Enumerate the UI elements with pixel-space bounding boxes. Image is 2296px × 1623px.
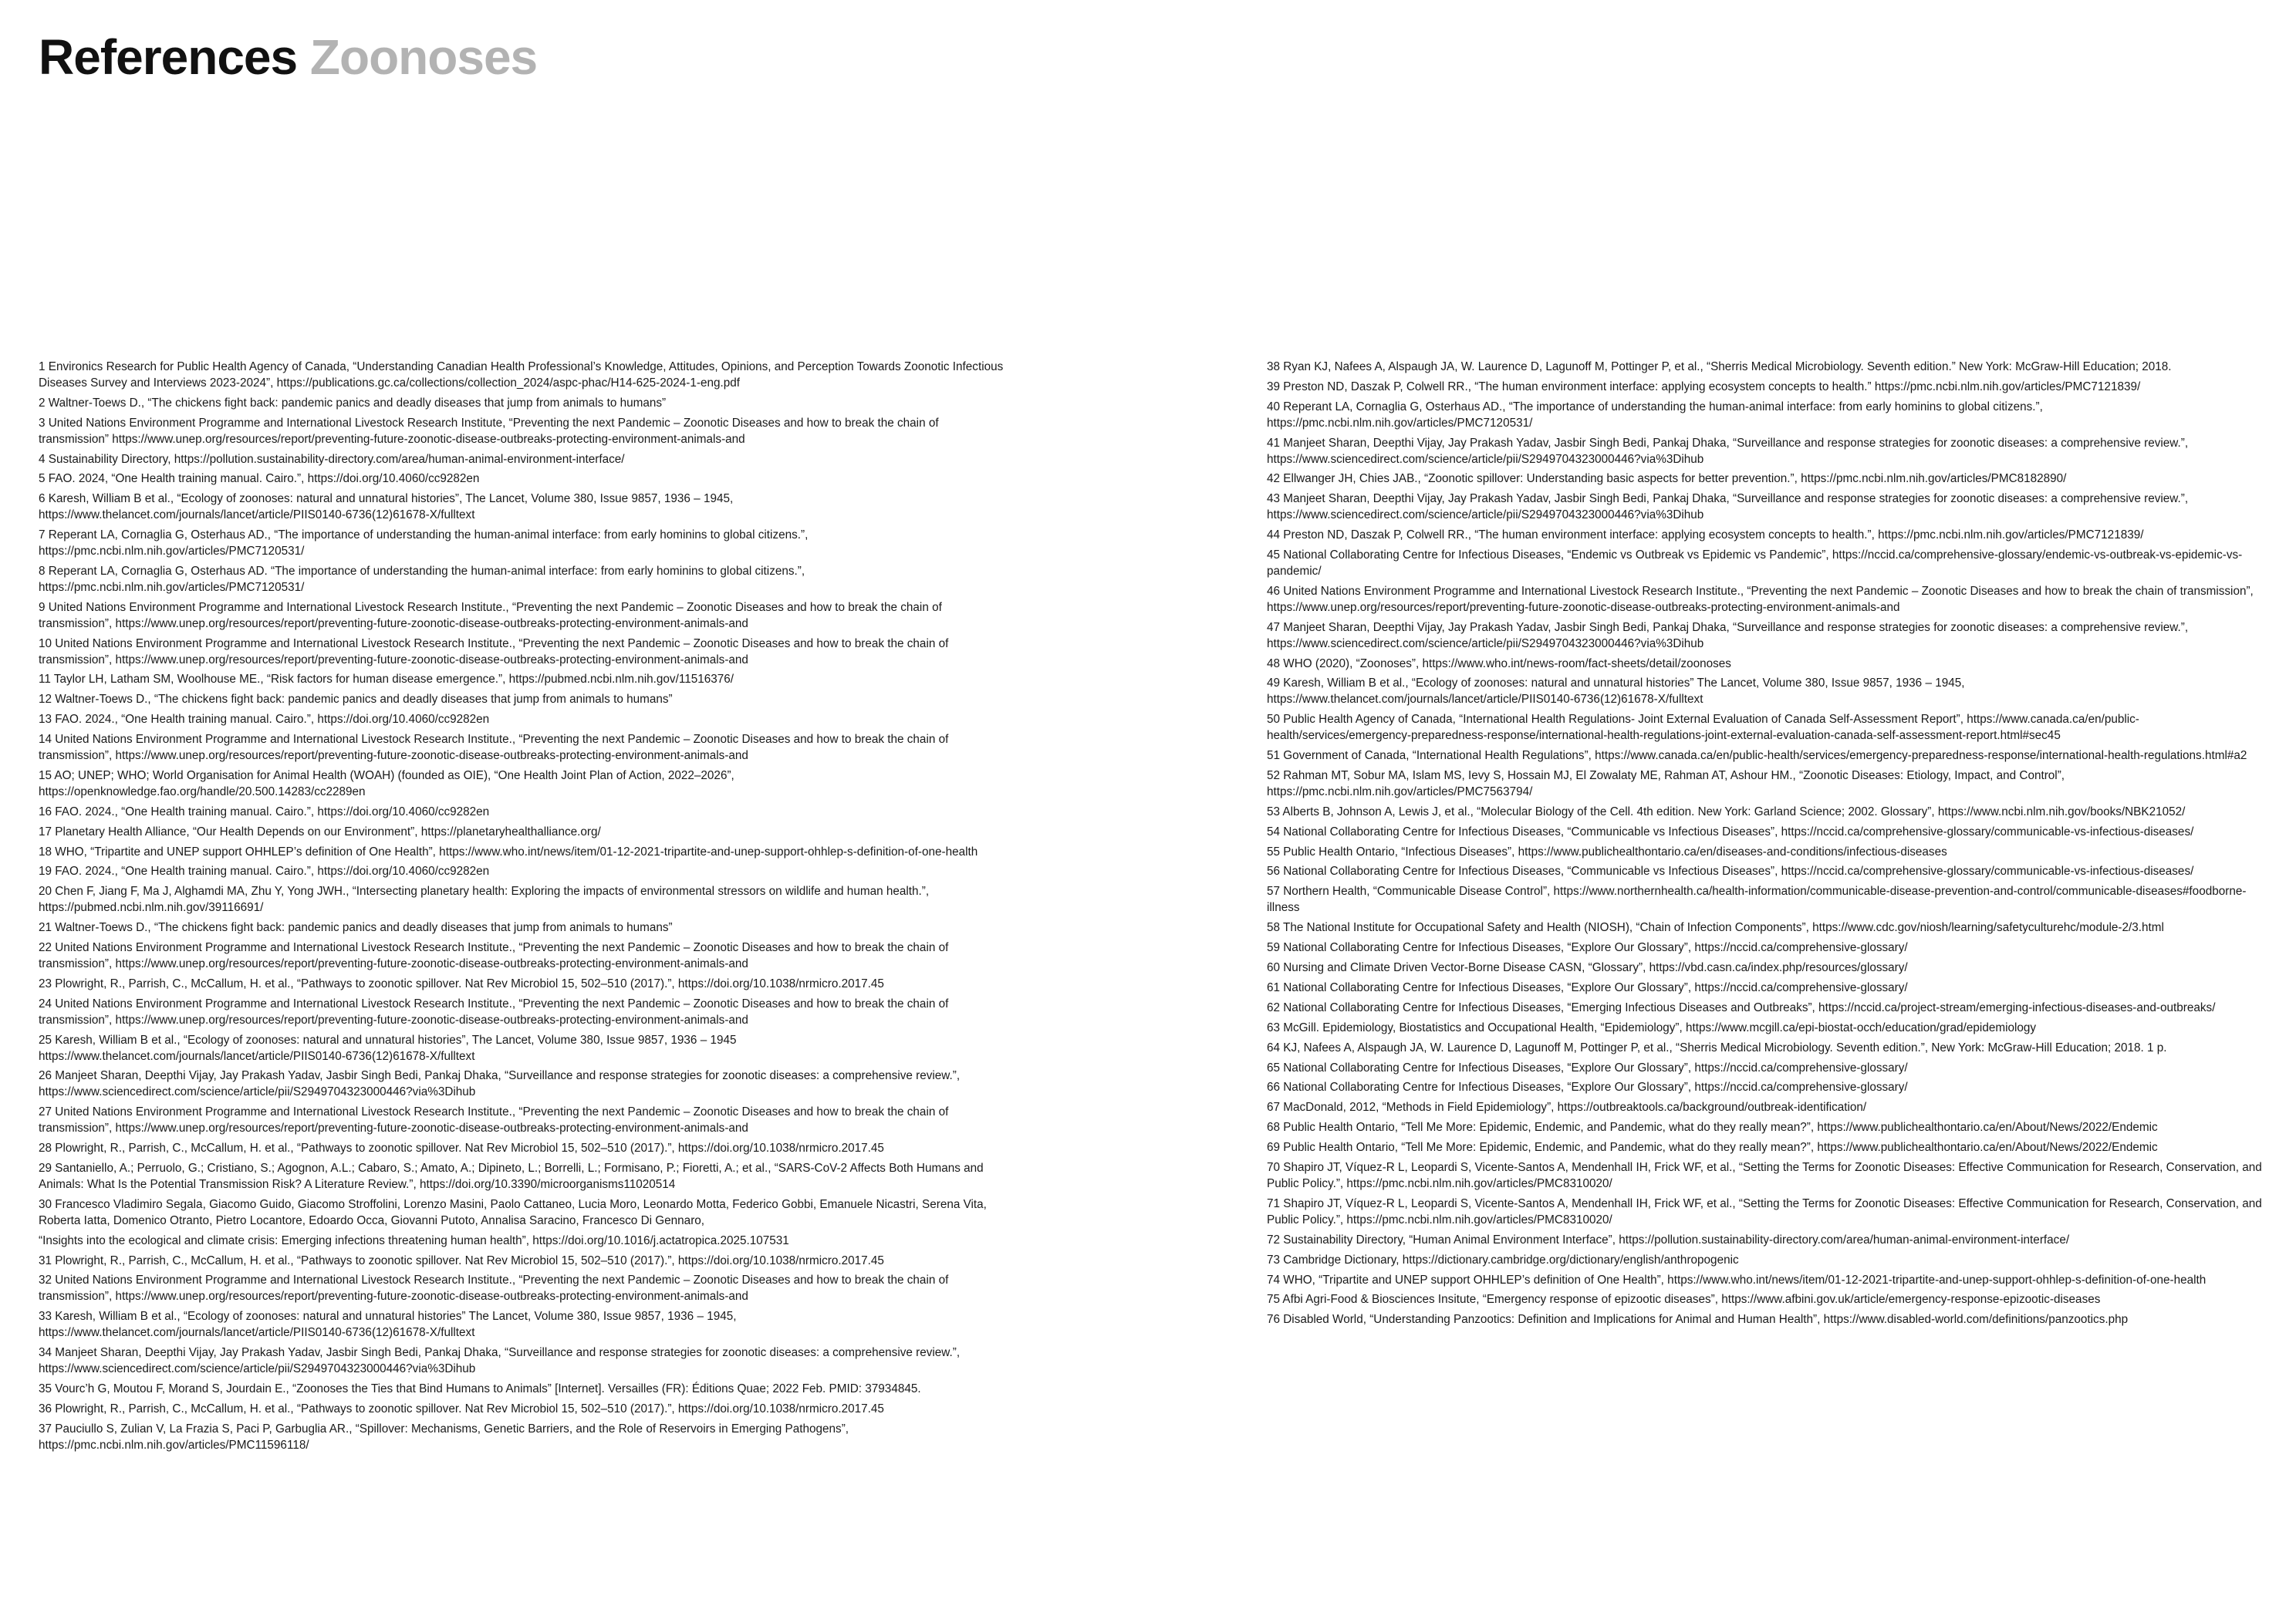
reference-item: 18 WHO, “Tripartite and UNEP support OHHLEP’s definition of One Health”, https://www.who.int/news/item/01-12-2021-tripartite-and-unep-support-ohhlep-s-definition-of-one-health <box>39 845 978 859</box>
reference-item: 13 FAO. 2024., “One Health training manual. Cairo.”, https://doi.org/10.4060/cc9282en <box>39 713 490 727</box>
reference-item: 34 Manjeet Sharan, Deepthi Vijay, Jay Prakash Yadav, Jasbir Singh Bedi, Pankaj Dhaka, “Surveillance and response strategies for zoonotic diseases: a comprehensive review.”, https://www.sciencedirect.com/science/article/pii/S2949704323000446?via%3Dihub <box>39 1346 961 1375</box>
reference-item: 69 Public Health Ontario, “Tell Me More: Epidemic, Endemic, and Pandemic, what do they really mean?”, https://www.publichealthontario.ca/en/About/News/2022/Endemic <box>1267 1141 2158 1155</box>
reference-item: 57 Northern Health, “Communicable Disease Control”, https://www.northernhealth.ca/health-information/communicable-disease-prevention-and-control/communicable-diseases#foodborne-illness <box>1267 885 2247 915</box>
reference-item: 70 Shapiro JT, Víquez-R L, Leopardi S, Vicente-Santos A, Mendenhall IH, Frick WF, et al., “Setting the Terms for Zoonotic Diseases: Effective Communication for Research, Conservation, and Public Policy.”, https://pmc.ncbi.nlm.nih.gov/articles/PMC8310020/ <box>1267 1161 2262 1190</box>
reference-item: 16 FAO. 2024., “One Health training manual. Cairo.”, https://doi.org/10.4060/cc9282en <box>39 805 490 818</box>
reference-item: 40 Reperant LA, Cornaglia G, Osterhaus AD., “The importance of understanding the human-animal interface: from early hominins to global citizens.”, https://pmc.ncbi.nlm.nih.gov/articles/PMC7120531/ <box>1267 400 2043 430</box>
reference-item: 72 Sustainability Directory, “Human Animal Environment Interface”, https://pollution.sustainability-directory.com/area/human-animal-environment-interface/ <box>1267 1233 2070 1247</box>
reference-item: 43 Manjeet Sharan, Deepthi Vijay, Jay Prakash Yadav, Jasbir Singh Bedi, Pankaj Dhaka, “Surveillance and response strategies for zoonotic diseases: a comprehensive review.”, https://www.sciencedirect.com/science/article/pii/S2949704323000446?via%3Dihub <box>1267 492 2189 522</box>
reference-item: 35 Vourc’h G, Moutou F, Morand S, Jourdain E., “Zoonoses the Ties that Bind Humans to Animals” [Internet]. Versailles (FR): Éditions Quae; 2022 Feb. PMID: 37934845. <box>39 1382 921 1395</box>
page-title-topic: Zoonoses <box>309 29 538 85</box>
reference-item: 20 Chen F, Jiang F, Ma J, Alghamdi MA, Zhu Y, Yong JWH., “Intersecting planetary health: Exploring the impacts of environmental stressors on wildlife and human health.”, https://pubmed.ncbi.nlm.nih.gov/39116691/ <box>39 885 930 915</box>
reference-item: 74 WHO, “Tripartite and UNEP support OHHLEP’s definition of One Health”, https://www.who.int/news/item/01-12-2021-tripartite-and-unep-support-ohhlep-s-definition-of-one-health <box>1267 1273 2207 1287</box>
reference-item: 71 Shapiro JT, Víquez-R L, Leopardi S, Vicente-Santos A, Mendenhall IH, Frick WF, et al., “Setting the Terms for Zoonotic Diseases: Effective Communication for Research, Conservation, and Public Policy.”, https://pmc.ncbi.nlm.nih.gov/articles/PMC8310020/ <box>1267 1196 2262 1227</box>
reference-item: 42 Ellwanger JH, Chies JAB., “Zoonotic spillover: Understanding basic aspects for better prevention.”, https://pmc.ncbi.nlm.nih.gov/articles/PMC8182890/ <box>1267 472 2067 486</box>
reference-item: 22 United Nations Environment Programme and International Livestock Research Institute., “Preventing the next Pandemic – Zoonotic Diseases and how to break the chain of transmission”, https://www.unep.org/resources/report/preventing-future-zoonotic-disease-outbreaks-protecting-environment-animals-and <box>39 941 949 970</box>
reference-item: 63 McGill. Epidemiology, Biostatistics and Occupational Health, “Epidemiology”, https://www.mcgill.ca/epi-biostat-occh/education/grad/epidemiology <box>1267 1021 2037 1034</box>
reference-item: 30 Francesco Vladimiro Segala, Giacomo Guido, Giacomo Stroffolini, Lorenzo Masini, Paolo Cattaneo, Lucia Moro, Leonardo Motta, Federico Gobbi, Emanuele Nicastri, Serena Vita, Roberta Iatta, Domenico Otranto, Pietro Locantore, Edoardo Occa, Giovanni Putoto, Annalisa Saracino, Francesco Di Gennaro, <box>39 1197 987 1227</box>
reference-item: 44 Preston ND, Daszak P, Colwell RR., “The human environment interface: applying ecosystem concepts to health.”, https://pmc.ncbi.nlm.nih.gov/articles/PMC7121839/ <box>1267 528 2144 542</box>
reference-item: 32 United Nations Environment Programme and International Livestock Research Institute., “Preventing the next Pandemic – Zoonotic Diseases and how to break the chain of transmission”, https://www.unep.org/resources/report/preventing-future-zoonotic-disease-outbreaks-protecting-environment-animals-and <box>39 1274 949 1304</box>
reference-item: 62 National Collaborating Centre for Infectious Diseases, “Emerging Infectious Diseases and Outbreaks”, https://nccid.ca/project-stream/emerging-infectious-diseases-and-outbreaks/ <box>1267 1000 2216 1014</box>
references-column-right <box>1267 359 2262 1332</box>
reference-item: 19 FAO. 2024., “One Health training manual. Cairo.”, https://doi.org/10.4060/cc9282en <box>39 865 490 879</box>
reference-item: 54 National Collaborating Centre for Infectious Diseases, “Communicable vs Infectious Diseases”, https://nccid.ca/comprehensive-glossary/communicable-vs-infectious-diseases/ <box>1267 825 2194 838</box>
reference-item: 2 Waltner-Toews D., “The chickens fight back: pandemic panics and deadly diseases that jump from animals to humans” <box>39 396 667 410</box>
reference-item: 45 National Collaborating Centre for Infectious Diseases, “Endemic vs Outbreak vs Epidemic vs Pandemic”, https://nccid.ca/comprehensive-glossary/endemic-vs-outbreak-vs-epidemic-vs-pandemic/ <box>1267 548 2243 578</box>
reference-item: 8 Reperant LA, Cornaglia G, Osterhaus AD. “The importance of understanding the human-animal interface: from early hominins to global citizens.”, https://pmc.ncbi.nlm.nih.gov/articles/PMC7120531/ <box>39 564 805 594</box>
reference-item: 65 National Collaborating Centre for Infectious Diseases, “Explore Our Glossary”, https://nccid.ca/comprehensive-glossary/ <box>1267 1061 1908 1075</box>
reference-item: 4 Sustainability Directory, https://pollution.sustainability-directory.com/area/human-animal-environment-interface/ <box>39 452 625 466</box>
page-title <box>39 29 537 85</box>
reference-item: 14 United Nations Environment Programme and International Livestock Research Institute., “Preventing the next Pandemic – Zoonotic Diseases and how to break the chain of transmission”, https://www.unep.org/resources/report/preventing-future-zoonotic-disease-outbreaks-protecting-environment-animals-and <box>39 733 949 763</box>
reference-item: 47 Manjeet Sharan, Deepthi Vijay, Jay Prakash Yadav, Jasbir Singh Bedi, Pankaj Dhaka, “Surveillance and response strategies for zoonotic diseases: a comprehensive review.”, https://www.sciencedirect.com/science/article/pii/S2949704323000446?via%3Dihub <box>1267 620 2189 650</box>
reference-item: 76 Disabled World, “Understanding Panzootics: Definition and Implications for Animal and Human Health”, https://www.disabled-world.com/definitions/panzootics.php <box>1267 1313 2129 1327</box>
reference-item: 1 Environics Research for Public Health Agency of Canada, “Understanding Canadian Health Professional’s Knowledge, Attitudes, Opinions, and Perception Towards Zoonotic Infectious Diseases Survey and Interviews 2023-2024”, https://publications.gc.ca/collections/collection_2024/aspc-phac/H14-625-2024-1-eng.pdf <box>39 360 1004 390</box>
reference-item: 5 FAO. 2024, “One Health training manual. Cairo.”, https://doi.org/10.4060/cc9282en <box>39 472 480 486</box>
reference-item: 12 Waltner-Toews D., “The chickens fight back: pandemic panics and deadly diseases that jump from animals to humans” <box>39 693 673 707</box>
reference-item: 31 Plowright, R., Parrish, C., McCallum, H. et al., “Pathways to zoonotic spillover. Nat Rev Microbiol 15, 502–510 (2017).”, https://doi.org/10.1038/nrmicro.2017.45 <box>39 1254 884 1267</box>
reference-item: 41 Manjeet Sharan, Deepthi Vijay, Jay Prakash Yadav, Jasbir Singh Bedi, Pankaj Dhaka, “Surveillance and response strategies for zoonotic diseases: a comprehensive review.”, https://www.sciencedirect.com/science/article/pii/S2949704323000446?via%3Dihub <box>1267 436 2189 466</box>
reference-item: 58 The National Institute for Occupational Safety and Health (NIOSH), “Chain of Infection Components”, https://www.cdc.gov/niosh/learning/safetyculturehc/module-2/3.html <box>1267 921 2164 935</box>
reference-item: 25 Karesh, William B et al., “Ecology of zoonoses: natural and unnatural histories”, The Lancet, Volume 380, Issue 9857, 1936 – 1945 https://www.thelancet.com/journals/lancet/article/PIIS0140-6736(12)61678-X/fulltext <box>39 1033 737 1063</box>
reference-item: 23 Plowright, R., Parrish, C., McCallum, H. et al., “Pathways to zoonotic spillover. Nat Rev Microbiol 15, 502–510 (2017).”, https://doi.org/10.1038/nrmicro.2017.45 <box>39 977 884 990</box>
reference-item: 11 Taylor LH, Latham SM, Woolhouse ME., “Risk factors for human disease emergence.”, https://pubmed.ncbi.nlm.nih.gov/11516376/ <box>39 673 734 687</box>
reference-item: 73 Cambridge Dictionary, https://dictionary.cambridge.org/dictionary/english/anthropogenic <box>1267 1253 1739 1267</box>
reference-item: 67 MacDonald, 2012, “Methods in Field Epidemiology”, https://outbreaktools.ca/background/outbreak-identification/ <box>1267 1101 1867 1115</box>
reference-item: 33 Karesh, William B et al., “Ecology of zoonoses: natural and unnatural histories” The Lancet, Volume 380, Issue 9857, 1936 – 1945, https://www.thelancet.com/journals/lancet/article/PIIS0140-6736(12)61678-X/fulltext <box>39 1310 737 1340</box>
reference-item: 26 Manjeet Sharan, Deepthi Vijay, Jay Prakash Yadav, Jasbir Singh Bedi, Pankaj Dhaka, “Surveillance and response strategies for zoonotic diseases: a comprehensive review.”, https://www.sciencedirect.com/science/article/pii/S2949704323000446?via%3Dihub <box>39 1069 961 1099</box>
reference-item: 7 Reperant LA, Cornaglia G, Osterhaus AD., “The importance of understanding the human-animal interface: from early hominins to global citizens.”, https://pmc.ncbi.nlm.nih.gov/articles/PMC7120531/ <box>39 528 809 558</box>
reference-item: 49 Karesh, William B et al., “Ecology of zoonoses: natural and unnatural histories” The Lancet, Volume 380, Issue 9857, 1936 – 1945, https://www.thelancet.com/journals/lancet/article/PIIS0140-6736(12)61678-X/fulltext <box>1267 677 1965 707</box>
reference-item: 66 National Collaborating Centre for Infectious Diseases, “Explore Our Glossary”, https://nccid.ca/comprehensive-glossary/ <box>1267 1081 1908 1095</box>
reference-item: 28 Plowright, R., Parrish, C., McCallum, H. et al., “Pathways to zoonotic spillover. Nat Rev Microbiol 15, 502–510 (2017).”, https://doi.org/10.1038/nrmicro.2017.45 <box>39 1142 884 1156</box>
reference-item: 37 Pauciullo S, Zulian V, La Frazia S, Paci P, Garbuglia AR., “Spillover: Mechanisms, Genetic Barriers, and the Role of Reservoirs in Emerging Pathogens”, https://pmc.ncbi.nlm.nih.gov/articles/PMC11596118/ <box>39 1422 849 1452</box>
reference-item: 59 National Collaborating Centre for Infectious Diseases, “Explore Our Glossary”, https://nccid.ca/comprehensive-glossary/ <box>1267 941 1908 955</box>
reference-item: 36 Plowright, R., Parrish, C., McCallum, H. et al., “Pathways to zoonotic spillover. Nat Rev Microbiol 15, 502–510 (2017).”, https://doi.org/10.1038/nrmicro.2017.45 <box>39 1402 884 1415</box>
reference-item: 29 Santaniello, A.; Perruolo, G.; Cristiano, S.; Agognon, A.L.; Cabaro, S.; Amato, A.; Dipineto, L.; Borrelli, L.; Formisano, P.; Fioretti, A.; et al., “SARS-CoV-2 Affects Both Humans and Animals: What Is the Potential Transmission Risk? A Literature Review.”, https://doi.org/10.3390/microorganisms11020514 <box>39 1161 984 1191</box>
reference-item: 60 Nursing and Climate Driven Vector-Borne Disease CASN, “Glossary”, https://vbd.casn.ca/index.php/resources/glossary/ <box>1267 961 1908 974</box>
reference-item: 15 AO; UNEP; WHO; World Organisation for Animal Health (WOAH) (founded as OIE), “One Health Joint Plan of Action, 2022–2026”, https://openknowledge.fao.org/handle/20.500.14283/cc2289en <box>39 768 734 798</box>
reference-item: 50 Public Health Agency of Canada, “International Health Regulations- Joint External Evaluation of Canada Self-Assessment Report”, https://www.canada.ca/en/public-health/services/emergency-preparedness-response/international-health-regulations-joint-external-evaluation-canada-self-assessment-report.html#sec45 <box>1267 713 2139 743</box>
reference-item: 39 Preston ND, Daszak P, Colwell RR., “The human environment interface: applying ecosystem concepts to health.” https://pmc.ncbi.nlm.nih.gov/articles/PMC7121839/ <box>1267 380 2141 393</box>
reference-item: 48 WHO (2020), “Zoonoses”, https://www.who.int/news-room/fact-sheets/detail/zoonoses <box>1267 656 1731 670</box>
reference-item: 10 United Nations Environment Programme and International Livestock Research Institute., “Preventing the next Pandemic – Zoonotic Diseases and how to break the chain of transmission”, https://www.unep.org/resources/report/preventing-future-zoonotic-disease-outbreaks-protecting-environment-animals-and <box>39 636 949 666</box>
reference-item: 38 Ryan KJ, Nafees A, Alspaugh JA, W. Laurence D, Lagunoff M, Pottinger P, et al., “Sherris Medical Microbiology. Seventh edition.” New York: McGraw-Hill Education; 2018. <box>1267 360 2172 373</box>
reference-item: 55 Public Health Ontario, “Infectious Diseases”, https://www.publichealthontario.ca/en/diseases-and-conditions/infectious-diseases <box>1267 845 1947 859</box>
reference-item: 68 Public Health Ontario, “Tell Me More: Epidemic, Endemic, and Pandemic, what do they really mean?”, https://www.publichealthontario.ca/en/About/News/2022/Endemic <box>1267 1121 2158 1135</box>
reference-item: 51 Government of Canada, “International Health Regulations”, https://www.canada.ca/en/public-health/services/emergency-preparedness-response/international-health-regulations.html#a2 <box>1267 749 2247 763</box>
reference-item: 46 United Nations Environment Programme and International Livestock Research Institute., “Preventing the next Pandemic – Zoonotic Diseases and how to break the chain of transmission”, https://www.unep.org/resources/report/preventing-future-zoonotic-disease-outbreaks-protecting-environment-animals-and <box>1267 584 2254 614</box>
reference-item: 52 Rahman MT, Sobur MA, Islam MS, Ievy S, Hossain MJ, El Zowalaty ME, Rahman AT, Ashour HM., “Zoonotic Diseases: Etiology, Impact, and Control”, https://pmc.ncbi.nlm.nih.gov/articles/PMC7563794/ <box>1267 768 2065 798</box>
reference-item: 9 United Nations Environment Programme and International Livestock Research Institute., “Preventing the next Pandemic – Zoonotic Diseases and how to break the chain of transmission”, https://www.unep.org/resources/report/preventing-future-zoonotic-disease-outbreaks-protecting-environment-animals-and <box>39 600 942 630</box>
page-title-main: References <box>39 29 298 85</box>
reference-item: 24 United Nations Environment Programme and International Livestock Research Institute., “Preventing the next Pandemic – Zoonotic Diseases and how to break the chain of transmission”, https://www.unep.org/resources/report/preventing-future-zoonotic-disease-outbreaks-protecting-environment-animals-and <box>39 997 949 1027</box>
reference-item: 6 Karesh, William B et al., “Ecology of zoonoses: natural and unnatural histories”, The Lancet, Volume 380, Issue 9857, 1936 – 1945, https://www.thelancet.com/journals/lancet/article/PIIS0140-6736(12)61678-X/fulltext <box>39 492 734 522</box>
references-column-left <box>39 359 1011 1457</box>
reference-item: 64 KJ, Nafees A, Alspaugh JA, W. Laurence D, Lagunoff M, Pottinger P, et al., “Sherris Medical Microbiology. Seventh edition.”, New York: McGraw-Hill Education; 2018. 1 p. <box>1267 1041 2167 1054</box>
reference-item: 56 National Collaborating Centre for Infectious Diseases, “Communicable vs Infectious Diseases”, https://nccid.ca/comprehensive-glossary/communicable-vs-infectious-diseases/ <box>1267 865 2194 879</box>
reference-item: 61 National Collaborating Centre for Infectious Diseases, “Explore Our Glossary”, https://nccid.ca/comprehensive-glossary/ <box>1267 980 1908 994</box>
reference-item: 75 Afbi Agri-Food & Biosciences Insitute, “Emergency response of epizootic diseases”, https://www.afbini.gov.uk/article/emergency-response-epizootic-diseases <box>1267 1293 2101 1307</box>
reference-item: 3 United Nations Environment Programme and International Livestock Research Institute, “Preventing the next Pandemic – Zoonotic Diseases and how to break the chain of transmission” https://www.unep.org/resources/report/preventing-future-zoonotic-disease-outbreaks-protecting-environment-animals-and <box>39 416 939 446</box>
reference-item: 17 Planetary Health Alliance, “Our Health Depends on our Environment”, https://planetaryhealthalliance.org/ <box>39 825 601 838</box>
reference-item: “Insights into the ecological and climate crisis: Emerging infections threatening human health”, https://doi.org/10.1016/j.actatropica.2025.107531 <box>39 1233 789 1247</box>
reference-item: 27 United Nations Environment Programme and International Livestock Research Institute., “Preventing the next Pandemic – Zoonotic Diseases and how to break the chain of transmission”, https://www.unep.org/resources/report/preventing-future-zoonotic-disease-outbreaks-protecting-environment-animals-and <box>39 1105 949 1135</box>
reference-item: 53 Alberts B, Johnson A, Lewis J, et al., “Molecular Biology of the Cell. 4th edition. New York: Garland Science; 2002. Glossary”, https://www.ncbi.nlm.nih.gov/books/NBK21052/ <box>1267 805 2186 818</box>
reference-item: 21 Waltner-Toews D., “The chickens fight back: pandemic panics and deadly diseases that jump from animals to humans” <box>39 921 673 935</box>
